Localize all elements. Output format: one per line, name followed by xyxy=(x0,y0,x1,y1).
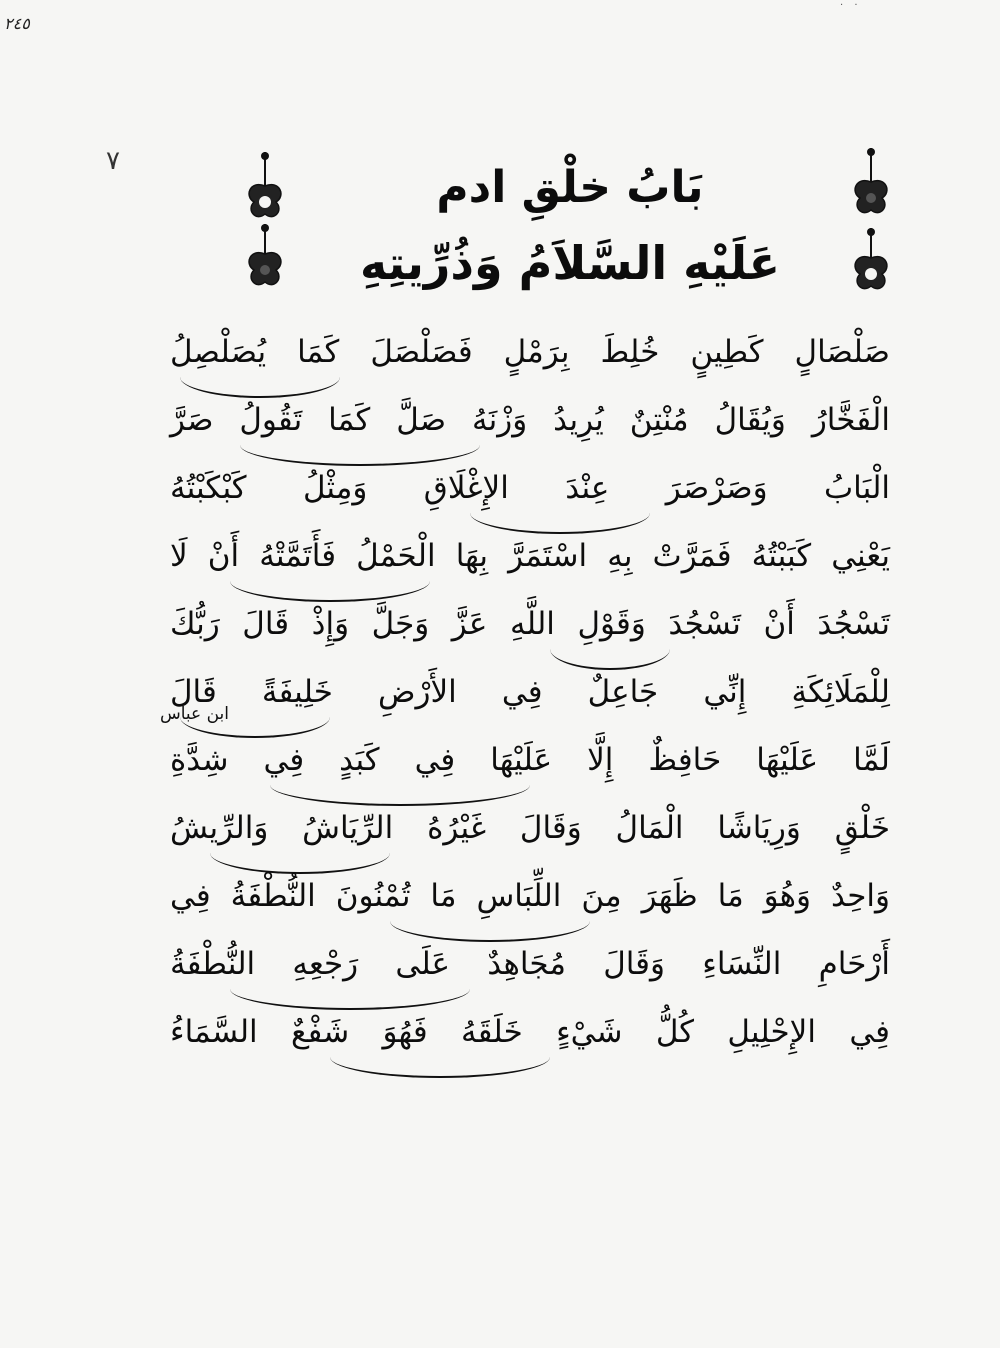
folio-number: ٢٤٥ xyxy=(4,14,30,33)
chapter-heading-line-2: عَلَيْهِ السَّلاَمُ وَذُرِّيتِهِ xyxy=(359,236,781,290)
text-line xyxy=(170,594,890,662)
body-text xyxy=(170,322,890,1070)
text-line xyxy=(170,662,890,730)
text-line-content: لَمَّا عَلَيْهَا حَافِظٌ إِلَّا عَلَيْهَا فِي كَبَدٍ فِي شِدَّةِ xyxy=(170,742,890,778)
text-line-content: فِي الإِحْلِيلِ كُلُّ شَيْءٍ خَلَقَهُ فَهُوَ شَفْعٌ السَّمَاءُ xyxy=(170,1014,890,1050)
text-line-content: الْبَابُ وَصَرْصَرَ عِنْدَ الإِغْلَاقِ وَمِثْلُ كَبْكَبْتُهُ xyxy=(170,470,890,506)
text-line xyxy=(170,798,890,866)
text-line-content: وَاحِدٌ وَهُوَ مَا ظَهَرَ مِنَ اللِّبَاسِ مَا تُمْنُونَ النُّطْفَةُ فِي xyxy=(170,878,890,914)
text-line-content: أَرْحَامِ النِّسَاءِ وَقَالَ مُجَاهِدٌ عَلَى رَجْعِهِ النُّطْفَةُ xyxy=(170,946,890,982)
right-lower-ornament-icon xyxy=(846,222,896,302)
text-line xyxy=(170,322,890,390)
text-line-content: صَلْصَالٍ كَطِينٍ خُلِطَ بِرَمْلٍ فَصَلْصَلَ كَمَا يُصَلْصِلُ xyxy=(170,334,890,370)
right-upper-ornament-icon xyxy=(846,146,896,226)
text-line xyxy=(170,390,890,458)
text-line-content: لِلْمَلَائِكَةِ إِنِّي جَاعِلٌ فِي الأَرْضِ خَلِيفَةً قَالَ xyxy=(170,674,890,710)
text-line xyxy=(170,1002,890,1070)
text-line-content: تَسْجُدَ أَنْ تَسْجُدَ وَقَوْلِ اللَّهِ عَزَّ وَجَلَّ وَإِذْ قَالَ رَبُّكَ xyxy=(170,606,890,642)
text-line-content: يَعْنِي كَبَبْتُهُ فَمَرَّتْ بِهِ اسْتَمَرَّ بِهَا الْحَمْلُ فَأَتَمَّتْهُ أَنْ لَا xyxy=(170,538,890,574)
margin-note: ابن عباس xyxy=(160,704,230,724)
text-line-content: خَلْقٍ وَرِيَاشًا الْمَالُ وَقَالَ غَيْرُهُ الرِّيَاشُ وَالرِّيشُ xyxy=(170,810,890,846)
top-edge-specks: · · xyxy=(840,0,862,11)
text-line-content: الْفَخَّارُ وَيُقَالُ مُنْتِنٌ يُرِيدُ وَزْنَهُ صَلَّ كَمَا تَقُولُ صَرَّ xyxy=(170,402,890,438)
text-line xyxy=(170,526,890,594)
left-lower-ornament-icon xyxy=(240,218,290,298)
text-line xyxy=(170,730,890,798)
text-line xyxy=(170,866,890,934)
text-line xyxy=(170,458,890,526)
text-line xyxy=(170,934,890,1002)
corner-mark: ٧ xyxy=(106,146,120,176)
chapter-heading-line-1: بَابُ خلْقِ ادم xyxy=(436,162,704,213)
